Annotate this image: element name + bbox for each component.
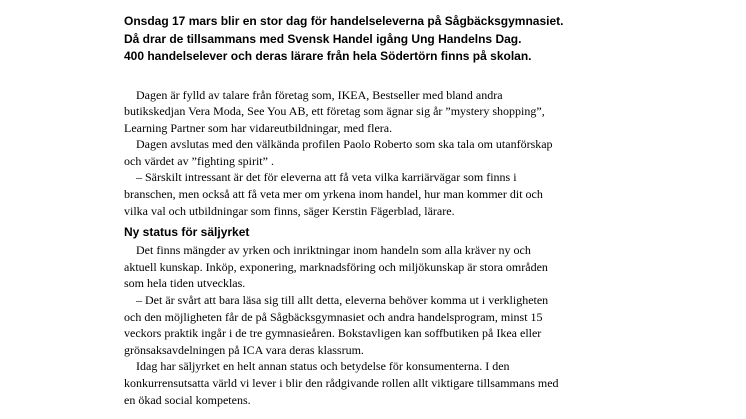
section-heading: Ny status för säljyrket — [124, 225, 250, 240]
article — [124, 13, 724, 408]
paragraph-internship: – Det är svårt att bara läsa sig till allt detta, eleverna behöver komma ut i verkligheten och den möjligheten får de på Sågbäcksgymnasiet och andra handelsprogram, minst 15 veckors praktik ingår i de tre gymnasieåren. Bokstavligen kan soffbutiken på Ikea eller grönsaksavdelningen på ICA vara deras klassrum. — [124, 293, 549, 357]
paragraph-professions: Det finns mängder av yrken och inriktningar inom handeln som alla kräver ny och aktuell kunskap. Inköp, exponering, marknadsföring och miljökunskap är stora områden som hela tiden utvecklas. — [124, 243, 548, 291]
paragraph-teacher-quote: – Särskilt intressant är det för eleverna att få veta vilka karriärvägar som finns i branschen, men också att få veta mer om yrkena inom handel, hur man kommer dit och vilka val och utbildningar som finns, säger Kerstin Fägerblad, lärare. — [124, 170, 543, 218]
paragraph-status: Idag har säljyrket en helt annan status och betydelse för konsumenterna. I den konkurrensutsatta värld vi lever i blir den rådgivande rollen allt viktigare tillsammans med en ökad social kompetens. — [124, 359, 559, 407]
article-lead: Onsdag 17 mars blir en stor dag för handelseleverna på Sågbäcksgymnasiet. Då drar de tillsammans med Svensk Handel igång Ung Handelns Dag. 400 handelselever och deras lärare från hela Södertörn finns på skolan. — [124, 14, 564, 63]
paragraph-speakers: Dagen är fylld av talare från företag som, IKEA, Bestseller med bland andra butikskedjan Vera Moda, See You AB, ett företag som ägnar sig år ”mystery shopping”, Learning Partner som har vidareutbildningar, med flera. — [124, 87, 545, 135]
paragraph-closing-speaker: Dagen avslutas med den välkända profilen Paolo Roberto som ska tala om utanförskap och värdet av ”fighting spirit” . — [124, 137, 553, 168]
